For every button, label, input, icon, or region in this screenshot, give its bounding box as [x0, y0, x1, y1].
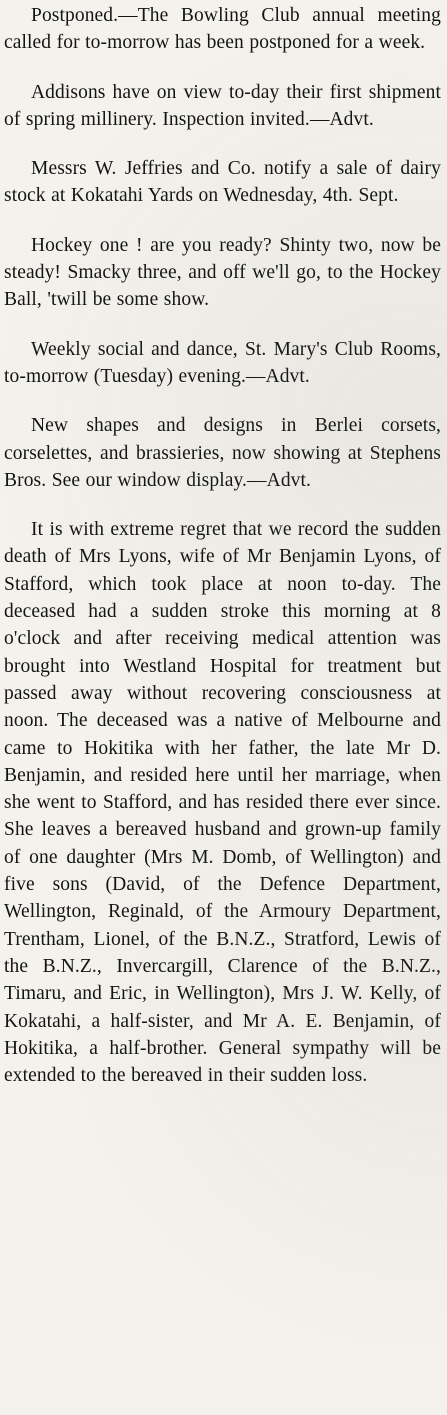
bowling-club-notice: Postponed.—The Bowling Club annual meeting called for to-morrow has been postponed for a week. — [4, 5, 441, 54]
corsets-advert: New shapes and designs in Berlei corsets, corselettes, and brassieries, now showing at Stephens Bros. See our window display.—Advt. — [4, 415, 441, 491]
addisons-millinery-advert: Addisons have on view to-day their first shipment of spring millinery. Inspection invited.—Advt. — [4, 81, 441, 130]
obituary-mrs-lyons: It is with extreme regret that we record the sudden death of Mrs Lyons, wife of Mr Benjamin Lyons, of Stafford, which took place at noon to-day. The deceased had a sudden stroke this morning at 8 o'clock and after receiving medical attention was brought into Westland Hospital for treatment but passed away without recovering consciousness at noon. The deceased was a native of Melbourne and came to Hokitika with her father, the late Mr D. Benjamin, and resided here until her marriage, when she went to Stafford, and has resided there ever since. She leaves a bereaved husband and grown-up family of one daughter (Mrs M. Domb, of Wellington) and five sons (David, of the Defence Department, Wellington, Reginald, of the Armoury Department, Trentham, Lionel, of the B.N.Z., Stratford, Lewis of the B.N.Z., Invercargill, Clarence of the B.N.Z., Timaru, and Eric, in Wellington), Mrs J. W. Kelly, of Kokatahi, a half-sister, and Mr A. E. Benjamin, of Hokitika, a half-brother. General sympathy will be extended to the bereaved in their sudden loss. — [4, 519, 441, 1087]
hockey-ball-notice: Hockey one ! are you ready? Shinty two, now be steady! Smacky three, and off we'll go, to the Hockey Ball, 'twill be some show. — [4, 234, 441, 311]
social-dance-advert: Weekly social and dance, St. Mary's Club Rooms, to-morrow (Tuesday) evening.—Advt. — [4, 338, 441, 387]
dairy-stock-sale-notice: Messrs W. Jeffries and Co. notify a sale of dairy stock at Kokatahi Yards on Wednesday, 4th. Sept. — [4, 158, 441, 207]
